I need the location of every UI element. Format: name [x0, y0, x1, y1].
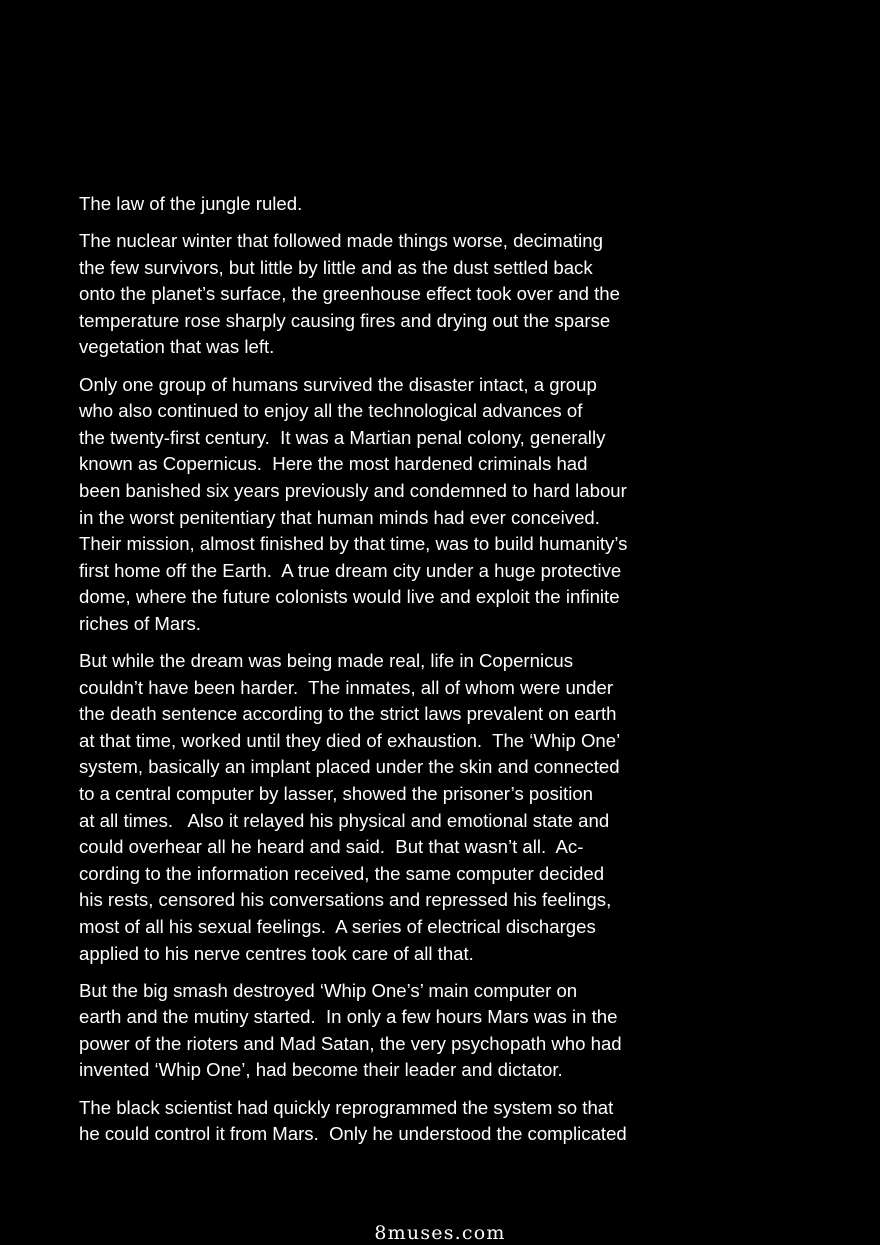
- text-line: at that time, worked until they died of exhaustion. The ‘Whip One’: [79, 729, 621, 751]
- text-line: The law of the jungle ruled.: [79, 193, 303, 214]
- body-text: [79, 191, 709, 1158]
- text-line: applied to his nerve centres took care of all that.: [79, 942, 474, 964]
- text-line: the twenty-first century. It was a Martian penal colony, generally: [79, 426, 606, 448]
- text-line: But the big smash destroyed ‘Whip One’s’ main computer on: [79, 979, 578, 1001]
- text-line: he could control it from Mars. Only he understood the complicated: [79, 1123, 627, 1145]
- text-line: couldn’t have been harder. The inmates, all of whom were under: [79, 676, 614, 698]
- text-line: the death sentence according to the strict laws prevalent on earth: [79, 703, 617, 725]
- text-line: power of the rioters and Mad Satan, the very psychopath who had: [79, 1032, 622, 1054]
- paragraph: [79, 1095, 709, 1148]
- text-line: The black scientist had quickly reprogrammed the system so that: [79, 1096, 614, 1118]
- text-line: riches of Mars.: [79, 612, 201, 634]
- text-line: the few survivors, but little by little and as the dust settled back: [79, 256, 593, 278]
- text-line: system, basically an implant placed under the skin and connected: [79, 756, 620, 778]
- text-line: The nuclear winter that followed made things worse, decimating: [79, 230, 603, 252]
- text-line: been banished six years previously and condemned to hard labour: [79, 479, 627, 501]
- text-line: at all times. Also it relayed his physical and emotional state and: [79, 809, 610, 831]
- text-line: could overhear all he heard and said. But that wasn’t all. Ac-: [79, 836, 584, 858]
- text-line: Only one group of humans survived the disaster intact, a group: [79, 373, 597, 395]
- text-line: temperature rose sharply causing fires and drying out the sparse: [79, 309, 611, 331]
- text-line: vegetation that was left.: [79, 336, 275, 358]
- site-watermark: 8muses.com: [374, 1222, 506, 1244]
- text-line: Their mission, almost finished by that time, was to build humanity’s: [79, 533, 628, 555]
- text-line: cording to the information received, the same computer decided: [79, 862, 605, 884]
- paragraph: [79, 648, 709, 967]
- text-line: onto the planet’s surface, the greenhouse effect took over and the: [79, 283, 620, 305]
- text-line: in the worst penitentiary that human minds had ever conceived.: [79, 506, 600, 528]
- paragraph: [79, 978, 709, 1084]
- paragraph: [79, 228, 709, 361]
- text-line: first home off the Earth. A true dream city under a huge protective: [79, 559, 622, 581]
- paragraph: [79, 372, 709, 638]
- text-line: known as Copernicus. Here the most hardened criminals had: [79, 453, 588, 475]
- paragraph: [79, 191, 709, 218]
- text-line: dome, where the future colonists would live and exploit the infinite: [79, 586, 620, 608]
- text-line: earth and the mutiny started. In only a few hours Mars was in the: [79, 1006, 618, 1028]
- text-line: who also continued to enjoy all the technological advances of: [79, 400, 583, 422]
- text-line: But while the dream was being made real, life in Copernicus: [79, 650, 574, 671]
- text-line: invented ‘Whip One’, had become their leader and dictator.: [79, 1059, 563, 1081]
- text-line: to a central computer by lasser, showed the prisoner’s position: [79, 782, 594, 804]
- text-line: most of all his sexual feelings. A series of electrical discharges: [79, 915, 596, 937]
- text-line: his rests, censored his conversations and repressed his feelings,: [79, 889, 612, 911]
